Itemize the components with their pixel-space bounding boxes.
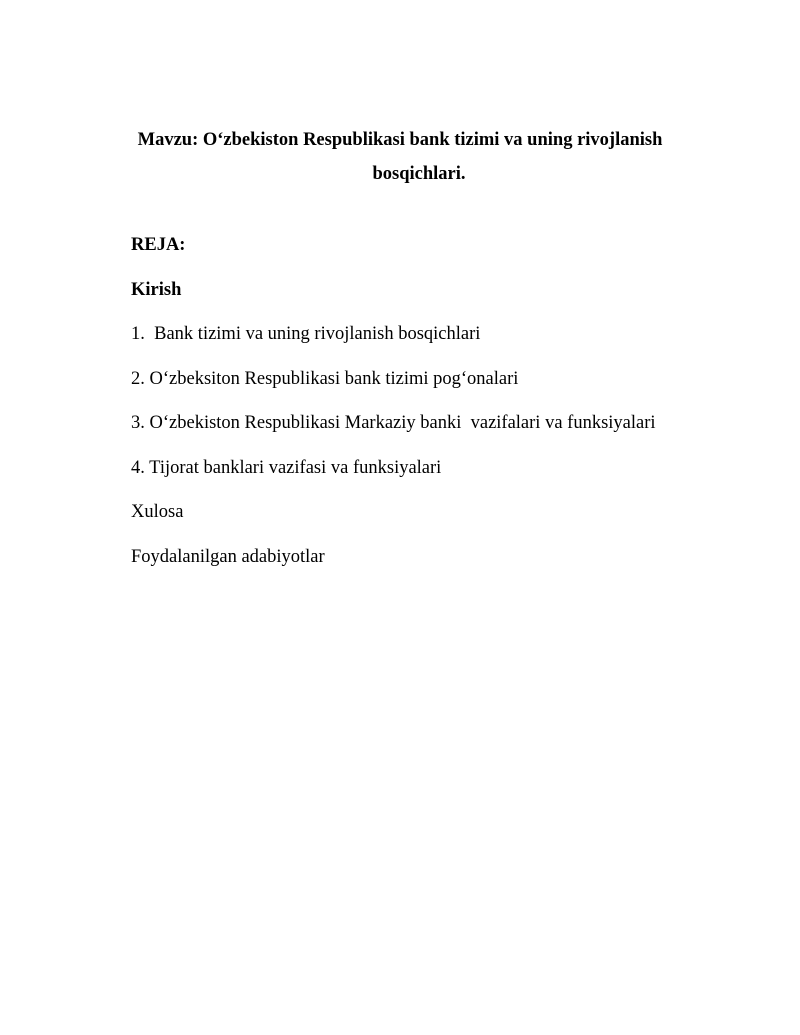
plan-item-1: 1. Bank tizimi va uning rivojlanish bosqichlari: [131, 324, 481, 344]
plan-item-2: 2. O‘zbeksiton Respublikasi bank tizimi pog‘onalari: [131, 368, 519, 389]
plan-item-references: Foydalanilgan adabiyotlar: [131, 546, 325, 567]
plan-heading: REJA:: [131, 235, 186, 255]
plan-item-intro: Kirish: [131, 279, 182, 300]
plan-item-4: 4. Tijorat banklari vazifasi va funksiyalari: [131, 457, 442, 478]
plan-item-conclusion: Xulosa: [131, 502, 184, 522]
title-line-1: Mavzu: O‘zbekiston Respublikasi bank tizimi va uning rivojlanish: [137, 130, 663, 150]
document-title: [120, 123, 680, 191]
title-line-2: bosqichlari.: [372, 164, 466, 184]
plan-item-3: 3. O‘zbekiston Respublikasi Markaziy banki vazifalari va funksiyalari: [131, 413, 656, 433]
plan-section: [131, 231, 731, 587]
